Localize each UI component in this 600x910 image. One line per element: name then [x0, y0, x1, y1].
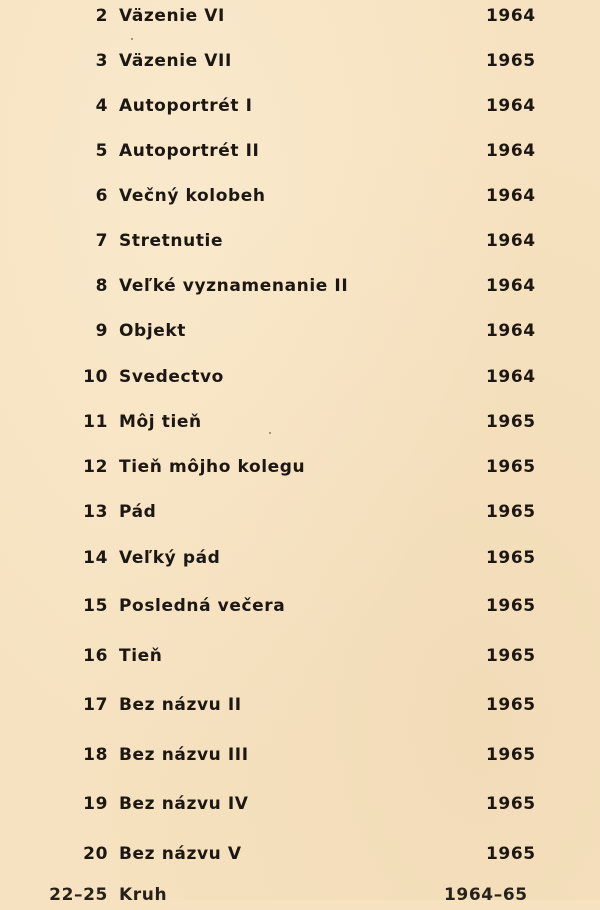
entry-number: 9 [95, 321, 108, 341]
entry-title: Posledná večera [119, 596, 286, 616]
list-item [0, 690, 600, 720]
entry-title: Večný kolobeh [119, 186, 266, 206]
list-item [0, 226, 600, 256]
list-item [0, 591, 600, 621]
entry-number: 4 [95, 96, 108, 116]
entry-number: 6 [95, 186, 108, 206]
list-item [0, 136, 600, 166]
entry-year: 1965 [486, 502, 536, 522]
list-item [0, 181, 600, 211]
entry-title: Bez názvu II [119, 695, 242, 715]
entry-year: 1965 [486, 794, 536, 814]
entry-year: 1964 [486, 186, 536, 206]
entry-number: 8 [95, 276, 108, 296]
list-item [0, 543, 600, 573]
entry-year: 1965 [486, 51, 536, 71]
entry-title: Tieň [119, 646, 163, 666]
entry-title: Objekt [119, 321, 187, 341]
entry-title: Veľký pád [119, 548, 221, 568]
list-item [0, 1, 600, 31]
entry-title: Môj tieň [119, 412, 202, 432]
entry-title: Väzenie VII [119, 51, 232, 71]
entry-number: 14 [83, 548, 108, 568]
entry-number: 13 [83, 502, 108, 522]
entry-year: 1964 [486, 276, 536, 296]
list-item [0, 271, 600, 301]
list-item [0, 740, 600, 770]
entry-number: 11 [83, 412, 108, 432]
list-item [0, 407, 600, 437]
list-item [0, 789, 600, 819]
entry-title: Bez názvu IV [119, 794, 249, 814]
list-item [0, 839, 600, 869]
list-item [0, 91, 600, 121]
entry-title: Väzenie VI [119, 6, 225, 26]
entry-number: 19 [83, 794, 108, 814]
entry-title: Svedectvo [119, 367, 224, 387]
entry-number: 2 [95, 6, 108, 26]
entry-title: Pád [119, 502, 157, 522]
entry-number: 18 [83, 745, 108, 765]
entry-year: 1965 [486, 695, 536, 715]
entry-year: 1964–65 [444, 885, 528, 905]
list-item [0, 641, 600, 671]
list-item [0, 497, 600, 527]
entry-year: 1964 [486, 321, 536, 341]
entry-number: 7 [95, 231, 108, 251]
entry-year: 1964 [486, 6, 536, 26]
entry-title: Veľké vyznamenanie II [119, 276, 349, 296]
entry-year: 1965 [486, 745, 536, 765]
entry-title: Autoportrét II [119, 141, 260, 161]
entry-year: 1965 [486, 596, 536, 616]
entry-year: 1965 [486, 457, 536, 477]
entry-year: 1965 [486, 412, 536, 432]
entry-number: 17 [83, 695, 108, 715]
entry-title: Bez názvu V [119, 844, 242, 864]
entry-number: 12 [83, 457, 108, 477]
paper-speck [131, 38, 133, 40]
entry-number: 15 [83, 596, 108, 616]
paper-speck [269, 432, 271, 434]
list-item [0, 452, 600, 482]
entry-number: 3 [95, 51, 108, 71]
entry-number: 20 [83, 844, 108, 864]
entry-year: 1965 [486, 844, 536, 864]
entry-title: Kruh [119, 885, 168, 905]
entry-year: 1964 [486, 367, 536, 387]
entry-year: 1964 [486, 231, 536, 251]
entry-year: 1965 [486, 548, 536, 568]
entry-number: 5 [95, 141, 108, 161]
entry-title: Autoportrét I [119, 96, 253, 116]
list-item [0, 46, 600, 76]
entry-year: 1964 [486, 141, 536, 161]
entry-number: 10 [83, 367, 108, 387]
list-item [0, 362, 600, 392]
list-item-cut-off [0, 880, 600, 910]
list-item [0, 316, 600, 346]
entry-title: Stretnutie [119, 231, 224, 251]
entry-number: 22–25 [49, 885, 108, 905]
entry-title: Tieň môjho kolegu [119, 457, 306, 477]
entry-year: 1965 [486, 646, 536, 666]
entry-year: 1964 [486, 96, 536, 116]
entry-title: Bez názvu III [119, 745, 249, 765]
entry-number: 16 [83, 646, 108, 666]
